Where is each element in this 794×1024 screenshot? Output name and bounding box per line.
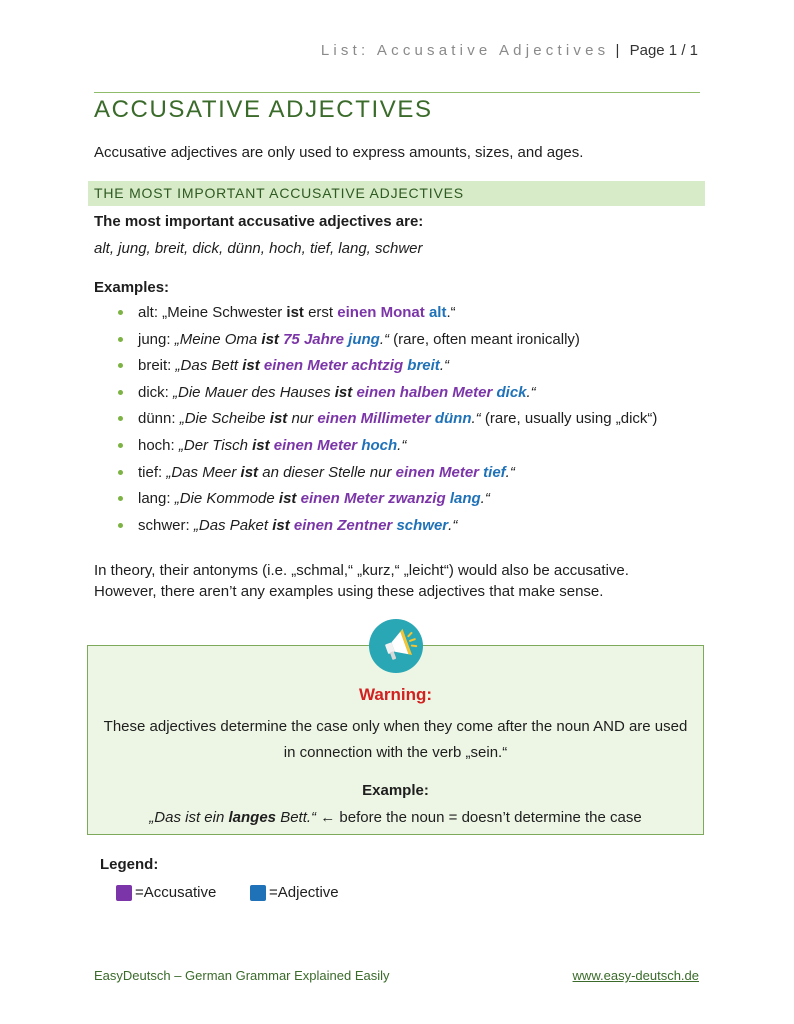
example-acc: einen Meter [395,463,479,481]
example-open: „ [171,357,181,375]
example-adj: breit [407,357,440,375]
example-item [94,304,657,331]
example-subj: Das Bett [180,357,243,375]
examples-heading: Examples: [94,279,170,296]
example-close: .“ [397,436,407,454]
example-item [94,437,657,464]
example-word: jung: [138,330,171,348]
example-note: (rare, usually using „dick“) [480,410,658,428]
warning-box [87,645,704,835]
example-adj: lang [449,490,481,508]
page-number: Page 1 / 1 [629,42,698,59]
example-open: „ [162,463,172,481]
example-open: „ [170,330,180,348]
example-open: „ [168,383,179,401]
accusative-swatch [116,885,132,901]
example-subj: Die Kommode [179,490,279,508]
example-ist: ist [240,463,259,481]
left-arrow-icon: ← [320,809,336,826]
example-acc: einen Millimeter [317,410,431,428]
section-heading-bar [88,181,705,206]
example-item [94,331,657,358]
example-adj: alt [428,304,447,321]
example-close: .“ [505,463,515,481]
example-close: .“ [448,516,458,534]
example-subj: Die Mauer des Hauses [178,383,335,401]
example-word: schwer: [138,516,190,534]
example-open: „ [158,304,168,321]
warning-example-post: Bett.“ [276,809,317,826]
example-open: „ [175,410,185,428]
intro-text: Accusative adjectives are only used to express amounts, sizes, and ages. [94,144,584,161]
page-header [321,42,698,59]
example-subj: Meine Schwester [167,304,287,321]
example-close: .“ [526,383,536,401]
example-close: .“ [379,330,389,348]
theory-paragraph [94,560,694,602]
example-mid: nur [287,410,318,428]
adjective-list: alt, jung, breit, dick, dünn, hoch, tief, lang, schwer [94,240,423,257]
examples-list [94,304,657,543]
example-ist: ist [252,436,270,454]
legend-accusative [116,884,216,901]
example-acc: 75 Jahre [283,330,344,348]
example-word: breit: [138,357,172,375]
example-word: tief: [138,463,163,481]
example-word: alt: [138,304,159,321]
header-rule [94,92,700,93]
example-ist: ist [261,330,279,348]
example-ist: ist [334,383,353,401]
example-item [94,464,657,491]
document-title: List: Accusative Adjectives [320,42,610,59]
example-adj: schwer [396,516,449,534]
example-ist: ist [269,410,288,428]
legend-accusative-label: =Accusative [135,884,217,901]
example-acc: einen Zentner [293,516,393,534]
legend-adjective-label: =Adjective [269,884,339,901]
example-item [94,517,657,544]
example-adj: dick [496,383,527,401]
example-acc: einen halben Meter [356,383,493,401]
example-adj: jung [348,330,380,348]
example-adj: dünn [434,410,472,428]
example-ist: ist [272,516,290,534]
example-adj: hoch [361,436,398,454]
example-subj: Meine Oma [179,330,262,348]
warning-example-heading: Example: [362,782,429,799]
theory-line-2: However, there aren’t any examples using these adjectives that make sense. [94,583,604,600]
adjective-swatch [250,885,266,901]
warning-example-note: before the noun = doesn’t determine the case [335,809,642,826]
legend-adjective [250,884,339,901]
megaphone-icon [369,619,423,673]
example-ist: ist [286,304,304,321]
example-open: „ [170,490,180,508]
example-subj: Die Scheibe [184,410,270,428]
example-item [94,490,657,517]
example-item [94,410,657,437]
example-acc: einen Meter zwanzig [300,490,446,508]
example-close: .“ [471,410,481,428]
important-label: The most important accusative adjectives are: [94,213,424,230]
example-word: dünn: [138,410,176,428]
footer-website-link[interactable]: www.easy-deutsch.de [572,968,699,983]
header-separator: | [615,42,620,59]
example-ist: ist [278,490,297,508]
page-title: ACCUSATIVE ADJECTIVES [94,96,433,123]
example-acc: einen Meter [273,436,358,454]
example-subj: Das Paket [198,516,273,534]
example-word: lang: [138,490,171,508]
warning-example-bold: langes [228,809,277,826]
example-subj: Das Meer [171,463,241,481]
example-word: hoch: [138,436,175,454]
example-open: „ [189,516,199,534]
footer-tagline: EasyDeutsch – German Grammar Explained Easily [94,968,390,983]
example-acc: einen Monat [337,304,425,321]
warning-title: Warning: [358,685,433,704]
example-close: .“ [446,304,456,321]
example-word: dick: [138,383,169,401]
example-acc: einen Meter achtzig [263,357,404,375]
example-close: .“ [439,357,449,375]
theory-line-1: In theory, their antonyms (i.e. „schmal,“ „kurz,“ „leicht“) would also be accusative. [94,562,629,579]
example-close: .“ [480,490,490,508]
example-open: „ [174,436,184,454]
warning-text: These adjectives determine the case only when they come after the noun AND are used in connection with the verb „sein.“ [103,718,688,761]
example-note: (rare, often meant ironically) [388,330,580,348]
warning-example [88,809,703,826]
legend-heading: Legend: [100,856,159,873]
warning-example-pre: „Das ist ein [149,809,229,826]
section-heading: THE MOST IMPORTANT ACCUSATIVE ADJECTIVES [94,185,464,201]
example-subj: Der Tisch [183,436,253,454]
example-ist: ist [242,357,260,375]
example-mid: an dieser Stelle nur [258,463,396,481]
example-adj: tief [483,463,506,481]
example-item [94,357,657,384]
example-item [94,384,657,411]
example-mid: erst [303,304,338,321]
